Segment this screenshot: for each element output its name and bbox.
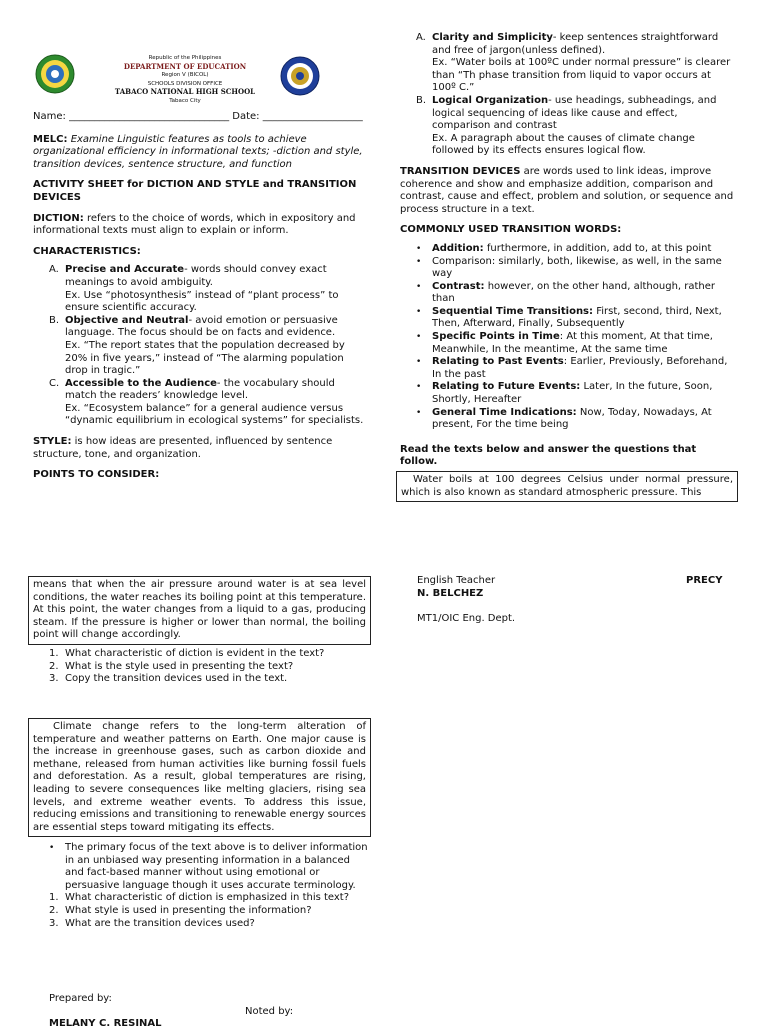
activity-title: ACTIVITY SHEET for DICTION AND STYLE and TRANSITION DEVICES [33,179,357,203]
list-marker: 2. [49,904,59,916]
school-name: TABACO NATIONAL HIGH SCHOOL [114,87,256,96]
read-instruction: Read the texts below and answer the questions that follow. [400,443,697,468]
note-list [33,842,368,892]
list-marker: B. [416,94,427,106]
list-item [33,378,368,428]
list-marker: 3. [49,917,59,929]
text1-part2: means that when the air pressure around water is at sea level conditions, the water reaches its boiling point at this temperature. At this point, the water changes from a liquid to a gas, producing steam. If the pressure is higher or lower than normal, the boiling point will change accordingly. [33,579,366,641]
item-example: Ex. Use “photosynthesis” instead of “plant process” to ensure scientific accuracy. [65,289,339,314]
item-text: : Earlier, Previously, Beforehand, In the past [432,356,728,380]
item-text: - words should convey exact meanings to avoid ambiguity. [65,264,327,288]
diction-paragraph [33,213,368,238]
transition-paragraph [400,166,737,216]
department-text: DEPARTMENT OF EDUCATION [123,61,247,71]
list-item [33,673,363,686]
item-title: Addition: [432,242,484,254]
list-item [33,264,368,314]
name-field[interactable]: ________________________________ [69,111,230,122]
list-marker: B. [49,314,60,326]
right-column [400,32,737,469]
name-label: Name: [33,111,66,122]
common-title: COMMONLY USED TRANSITION WORDS: [400,224,622,236]
characteristics-title: CHARACTERISTICS: [33,245,141,257]
text-box-climate [28,718,371,837]
list-item [400,32,737,95]
bullet-icon: • [416,281,422,292]
item-text: First, second, third, Next, Then, Afterward, Finally, Subsequently [432,305,722,330]
item-text: Later, In the future, Soon, Shortly, Hereafter [432,381,713,406]
list-item [400,95,737,158]
list-item [33,918,368,931]
text1-part1: Water boils at 100 degrees Celsius under normal pressure, which is also known as standard atmospheric pressure. This [401,474,733,498]
item-title: Objective and Neutral [65,314,189,326]
bullet-icon: • [416,407,422,418]
item-example: Ex. “Water boils at 100ºC under normal pressure” is clearer than “Th phase transition from liquid to vapor occurs at 100º C.” [432,57,731,94]
melc-text: Examine Linguistic features as tools to achieve organizational efficiency in informational texts; -diction and style, transition devices, sentence structure, and function [33,133,363,170]
item-text: : At this moment, At that time, Meanwhile, In the meantime, At the same time [432,331,713,355]
question-text: What style is used in presenting the information? [65,904,312,916]
question-text: Copy the transition devices used in the text. [65,673,288,685]
item-title: Accessible to the Audience [65,377,217,389]
list-marker: 2. [49,660,59,672]
points-title: POINTS TO CONSIDER: [33,469,160,481]
item-example: Ex. “The report states that the population decreased by 20% in five years,” instead of “The alarming population drop in tragic.” [65,339,345,377]
text-box-water-part1 [396,471,738,502]
item-text: however, on the other hand, although, rather than [432,280,716,305]
characteristics-list [33,264,368,428]
list-marker: 1. [49,892,59,904]
style-text: is how ideas are presented, influenced by sentence structure, tone, and organization. [33,436,333,460]
item-text: furthermore, in addition, add to, at this point [486,242,712,254]
points-list [400,32,737,158]
list-item [400,407,737,432]
prepared-name: MELANY C. RESINAL [49,1018,162,1029]
item-title: Specific Points in Time [432,331,560,343]
date-label: Date: [232,111,260,122]
bullet-icon: • [416,306,422,317]
prepared-role: English Teacher [417,575,496,586]
questions-2-list [33,892,368,930]
name-date-line [33,111,368,124]
list-marker: A. [416,32,426,43]
list-item [400,256,737,281]
letterhead [100,54,270,105]
list-item [33,661,363,674]
bullet-icon: • [416,256,422,267]
item-text: Comparison: similarly, both, likewise, as well, in the same way [432,255,722,280]
item-text: - the vocabulary should match the readers’ knowledge level. [65,377,335,402]
style-label: STYLE: [33,436,72,448]
questions-1-list [33,648,363,686]
item-title: Relating to Future Events: [432,381,581,393]
republic-text: Republic of the Philippines [148,55,222,61]
list-item [400,331,737,356]
list-item [400,381,737,406]
item-title: Clarity and Simplicity [432,32,553,43]
list-item [400,356,737,381]
question-text: What is the style used in presenting the text? [65,660,294,672]
item-title: Contrast: [432,280,485,292]
item-text: - keep sentences straightforward and free of jargon(unless defined). [432,32,719,56]
region-text: Region V (BICOL) [161,72,209,78]
questions-2-section [33,842,368,930]
diction-text: refers to the choice of words, which in expository and informational texts must align to explain or inform. [33,212,356,237]
school-seal-logo [35,54,75,94]
style-paragraph [33,436,368,461]
list-item [33,842,368,892]
item-example: Ex. A paragraph about the causes of climate change followed by its effects ensures logical flow. [432,132,695,157]
item-title: General Time Indications: [432,406,577,418]
diction-label: DICTION: [33,212,84,224]
list-marker: 3. [49,673,59,685]
text-box-water-part2 [28,576,371,645]
transition-text: are words used to link ideas, improve coherence and show and emphasize addition, comparison and contrast, cause and effect, problem and solution, or sequence and process structure in a text. [400,165,734,215]
list-item [33,648,363,661]
bullet-icon: • [416,382,422,393]
text2: Climate change refers to the long-term alteration of temperature and weather patterns on Earth. One major cause is the increase in greenhouse gases, such as carbon dioxide and methane, released from human activities like burning fossil fuels and deforestation. As a result, global temperatures are rising, leading to severe consequences like melting glaciers, rising sea levels, and extreme weather events. To address this issue, reducing emissions and transitioning to renewable energy sources are essential steps toward mitigating its effects. [33,721,366,833]
item-title: Relating to Past Events [432,356,564,368]
date-field[interactable]: ____________________ [262,111,363,122]
division-text: SCHOOLS DIVISION OFFICE [147,80,223,87]
list-marker: C. [49,377,60,389]
question-text: What characteristic of diction is emphasized in this text? [65,892,350,904]
bullet-icon: • [416,243,422,254]
item-text: - use headings, subheadings, and logical sequencing of ideas like cause and effect, comparison and contrast [432,94,717,132]
list-item [400,243,737,256]
list-item [33,892,368,905]
question-text: What are the transition devices used? [65,917,255,929]
bullet-icon: • [49,843,55,853]
deped-seal-logo [280,56,320,96]
list-marker: A. [49,264,59,276]
item-text: - avoid emotion or persuasive language. The focus should be on facts and evidence. [65,314,338,339]
left-column [33,111,368,482]
bullet-icon: • [416,357,422,368]
item-title: Precise and Accurate [65,264,185,276]
item-text: Now, Today, Nowadays, At present, For the time being [432,406,712,431]
noted-by-label: Noted by: [245,1006,294,1017]
noted-name-last: N. BELCHEZ [417,588,484,599]
item-example: Ex. “Ecosystem balance” for a general audience versus “dynamic equilibrium in ecological systems” for specialists. [65,402,364,427]
list-item [33,905,368,918]
item-title: Logical Organization [432,94,549,106]
list-marker: 1. [49,648,59,659]
noted-name-first: PRECY [686,575,723,586]
note-text: The primary focus of the text above is to deliver information in an unbiased way presenting information in a balanced and fact-based manner without using emotional or persuasive language though it uses accurate terminology. [65,842,368,891]
list-item [33,315,368,378]
transition-words-list [400,243,737,432]
city-text: Tabaco City [169,97,201,104]
list-item [400,306,737,331]
list-item [400,281,737,306]
transition-label: TRANSITION DEVICES [400,165,521,177]
item-title: Sequential Time Transitions: [432,305,594,317]
bullet-icon: • [416,332,422,343]
melc-paragraph [33,134,368,172]
melc-label: MELC: [33,133,68,145]
prepared-by-label: Prepared by: [49,993,112,1004]
question-text: What characteristic of diction is evident in the text? [65,648,325,659]
noted-role: MT1/OIC Eng. Dept. [417,613,516,624]
